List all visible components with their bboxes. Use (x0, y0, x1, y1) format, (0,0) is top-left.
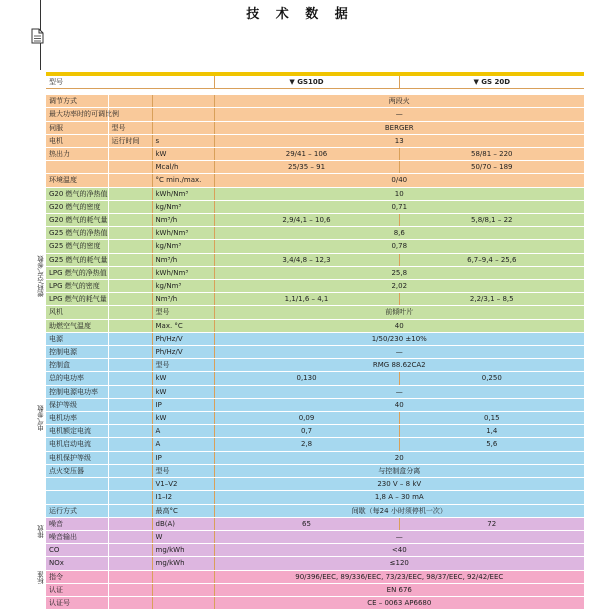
param-subname (108, 570, 152, 583)
unit-cell (152, 596, 214, 609)
table-row (46, 438, 584, 451)
param-name: 热出力 (46, 148, 108, 161)
unit-cell: IP (152, 451, 214, 464)
table-row (46, 544, 584, 557)
param-name: 认证号 (46, 596, 108, 609)
param-name (46, 478, 108, 491)
param-subname (108, 200, 152, 213)
value-cell: 1/50/230 ±10% (214, 332, 584, 345)
param-name: 认证 (46, 583, 108, 596)
param-subname (108, 95, 152, 108)
param-subname: 运行时间 (108, 134, 152, 147)
param-name: G20 燃气的耗气量 (46, 214, 108, 227)
value-gs20d: 1,4 (399, 425, 584, 438)
param-name: 伺服 (46, 121, 108, 134)
table-row (46, 187, 584, 200)
unit-cell: I1–I2 (152, 491, 214, 504)
value-gs20d: 6,7–9,4 – 25,6 (399, 253, 584, 266)
param-name: LPG 燃气的净热值 (46, 266, 108, 279)
table-row (46, 504, 584, 517)
value-cell: 13 (214, 134, 584, 147)
value-cell: 0/40 (214, 174, 584, 187)
value-gs10d: 0,7 (214, 425, 399, 438)
table-header-row (46, 76, 584, 89)
unit-cell: Max. °C (152, 319, 214, 332)
unit-cell: V1–V2 (152, 478, 214, 491)
table-row (46, 530, 584, 543)
param-name: NOx (46, 557, 108, 570)
unit-cell: Nm³/h (152, 253, 214, 266)
param-name: G25 燃气的耗气量 (46, 253, 108, 266)
table-row (46, 240, 584, 253)
param-subname (108, 253, 152, 266)
unit-cell: 型号 (152, 306, 214, 319)
param-name: 控制电源电功率 (46, 385, 108, 398)
unit-cell: kg/Nm³ (152, 240, 214, 253)
value-cell: 20 (214, 451, 584, 464)
param-subname (108, 464, 152, 477)
unit-cell: dB(A) (152, 517, 214, 530)
unit-cell: IP (152, 398, 214, 411)
param-name: 电机 (46, 134, 108, 147)
unit-cell: s (152, 134, 214, 147)
table-row (46, 306, 584, 319)
table-row (46, 491, 584, 504)
param-subname (108, 504, 152, 517)
param-subname (108, 596, 152, 609)
table-row (46, 451, 584, 464)
table-row (46, 227, 584, 240)
spec-table (46, 76, 584, 610)
unit-cell (152, 583, 214, 596)
param-subname: 型号 (108, 121, 152, 134)
param-subname (108, 280, 152, 293)
param-subname (108, 319, 152, 332)
param-name: 电机启动电流 (46, 438, 108, 451)
table-row (46, 425, 584, 438)
param-subname (108, 530, 152, 543)
value-cell: — (214, 385, 584, 398)
unit-cell: kW (152, 372, 214, 385)
table-row (46, 385, 584, 398)
unit-cell (152, 108, 214, 121)
table-row (46, 148, 584, 161)
table-row (46, 359, 584, 372)
param-name: 助燃空气温度 (46, 319, 108, 332)
param-subname (108, 451, 152, 464)
value-gs10d: 1,1/1,6 – 4,1 (214, 293, 399, 306)
unit-cell: mg/kWh (152, 544, 214, 557)
unit-cell (152, 121, 214, 134)
param-subname (108, 332, 152, 345)
value-cell: 90/396/EEC, 89/336/EEC, 73/23/EEC, 98/37/EEC, 92/42/EEC (214, 570, 584, 583)
document-icon (31, 28, 44, 44)
param-subname (108, 293, 152, 306)
value-cell: 40 (214, 398, 584, 411)
model-label: 型号 (46, 76, 214, 89)
param-subname (108, 359, 152, 372)
table-row (46, 134, 584, 147)
value-cell: 25,8 (214, 266, 584, 279)
value-gs20d: 2,2/3,1 – 8,5 (399, 293, 584, 306)
model-gs10d: ▼ GS10D (214, 76, 399, 89)
unit-cell: A (152, 425, 214, 438)
param-subname (108, 346, 152, 359)
value-cell: — (214, 530, 584, 543)
value-cell: ≤120 (214, 557, 584, 570)
param-name: 环境温度 (46, 174, 108, 187)
param-subname (108, 187, 152, 200)
param-name: 调节方式 (46, 95, 108, 108)
table-row (46, 214, 584, 227)
unit-cell: kWh/Nm³ (152, 227, 214, 240)
value-gs10d: 2,8 (214, 438, 399, 451)
param-name: 点火变压器 (46, 464, 108, 477)
table-row (46, 517, 584, 530)
param-name: 风机 (46, 306, 108, 319)
value-gs10d: 65 (214, 517, 399, 530)
param-name: 保护等级 (46, 398, 108, 411)
param-subname (108, 557, 152, 570)
unit-cell: kW (152, 148, 214, 161)
unit-cell: 型号 (152, 464, 214, 477)
param-subname (108, 517, 152, 530)
table-row (46, 412, 584, 425)
param-subname (108, 266, 152, 279)
table-row (46, 121, 584, 134)
unit-cell: Nm³/h (152, 293, 214, 306)
value-gs10d: 25/35 – 91 (214, 161, 399, 174)
param-name: G25 燃气的净热值 (46, 227, 108, 240)
param-name: 噪音 (46, 517, 108, 530)
table-row (46, 266, 584, 279)
value-cell: CE – 0063 AP6680 (214, 596, 584, 609)
value-cell: 前倾叶片 (214, 306, 584, 319)
value-cell: — (214, 108, 584, 121)
param-name: 电机保护等级 (46, 451, 108, 464)
param-subname (108, 372, 152, 385)
param-subname (108, 161, 152, 174)
value-gs20d: 5,8/8,1 – 22 (399, 214, 584, 227)
value-cell: 0,71 (214, 200, 584, 213)
side-label-standards: 标准 (37, 571, 45, 585)
value-cell: 两段火 (214, 95, 584, 108)
value-cell: 0,78 (214, 240, 584, 253)
table-row (46, 557, 584, 570)
model-gs20d: ▼ GS 20D (399, 76, 584, 89)
unit-cell: kWh/Nm³ (152, 266, 214, 279)
param-name: G20 燃气的密度 (46, 200, 108, 213)
table-row (46, 464, 584, 477)
table-row (46, 332, 584, 345)
value-cell: 间歇（每24 小时须停机一次） (214, 504, 584, 517)
table-row (46, 398, 584, 411)
value-cell: 10 (214, 187, 584, 200)
param-name: 电机功率 (46, 412, 108, 425)
value-cell: 40 (214, 319, 584, 332)
value-cell: 与控制盒分离 (214, 464, 584, 477)
unit-cell: kWh/Nm³ (152, 187, 214, 200)
unit-cell: W (152, 530, 214, 543)
unit-cell: 最高°C (152, 504, 214, 517)
param-subname (108, 306, 152, 319)
value-cell: BERGER (214, 121, 584, 134)
param-subname (108, 491, 152, 504)
unit-cell: mg/kWh (152, 557, 214, 570)
param-subname (108, 174, 152, 187)
param-name: LPG 燃气的耗气量 (46, 293, 108, 306)
param-name: 控制盒 (46, 359, 108, 372)
param-name (46, 491, 108, 504)
value-gs10d: 2,9/4,1 – 10,6 (214, 214, 399, 227)
param-name: G25 燃气的密度 (46, 240, 108, 253)
unit-cell: kg/Nm³ (152, 280, 214, 293)
param-name: CO (46, 544, 108, 557)
value-gs20d: 0,15 (399, 412, 584, 425)
param-name: 最大功率时的可调比例 (46, 108, 108, 121)
table-row (46, 596, 584, 609)
side-label-emissions: 排放 (37, 525, 45, 539)
value-gs20d: 50/70 – 189 (399, 161, 584, 174)
table-row (46, 319, 584, 332)
value-gs10d: 3,4/4,8 – 12,3 (214, 253, 399, 266)
value-gs20d: 5,6 (399, 438, 584, 451)
param-subname (108, 544, 152, 557)
unit-cell: °C min./max. (152, 174, 214, 187)
value-cell: 8,6 (214, 227, 584, 240)
param-subname (108, 148, 152, 161)
value-cell: EN 676 (214, 583, 584, 596)
param-subname (108, 385, 152, 398)
value-cell: 230 V – 8 kV (214, 478, 584, 491)
unit-cell (152, 570, 214, 583)
param-subname (108, 240, 152, 253)
table-row (46, 478, 584, 491)
table-row (46, 108, 584, 121)
unit-cell: Nm³/h (152, 214, 214, 227)
param-subname (108, 227, 152, 240)
param-name: 电机额定电流 (46, 425, 108, 438)
param-subname (108, 214, 152, 227)
unit-cell: kW (152, 412, 214, 425)
param-name: 总的电功率 (46, 372, 108, 385)
param-subname (108, 583, 152, 596)
table-row (46, 161, 584, 174)
value-gs10d: 0,09 (214, 412, 399, 425)
value-gs10d: 29/41 – 106 (214, 148, 399, 161)
param-subname (108, 478, 152, 491)
param-name: 指令 (46, 570, 108, 583)
unit-cell (152, 95, 214, 108)
param-name: 电源 (46, 332, 108, 345)
side-label-fuel-air: 燃料/空气参数 (37, 255, 45, 297)
value-gs20d: 58/81 – 220 (399, 148, 584, 161)
unit-cell: kW (152, 385, 214, 398)
value-cell: 2,02 (214, 280, 584, 293)
unit-cell: A (152, 438, 214, 451)
table-row (46, 293, 584, 306)
value-gs10d: 0,130 (214, 372, 399, 385)
value-cell: RMG 88.62CA2 (214, 359, 584, 372)
table-row (46, 280, 584, 293)
param-name: 控制电源 (46, 346, 108, 359)
param-name: 噪音输出 (46, 530, 108, 543)
param-name: G20 燃气的净热值 (46, 187, 108, 200)
value-cell: 1,8 A – 30 mA (214, 491, 584, 504)
table-row (46, 95, 584, 108)
value-gs20d: 72 (399, 517, 584, 530)
value-cell: — (214, 346, 584, 359)
table-row (46, 174, 584, 187)
param-subname (108, 412, 152, 425)
param-subname (108, 398, 152, 411)
unit-cell: kg/Nm³ (152, 200, 214, 213)
table-row (46, 372, 584, 385)
table-row (46, 583, 584, 596)
param-name: LPG 燃气的密度 (46, 280, 108, 293)
value-cell: <40 (214, 544, 584, 557)
page-title: 技 术 数 据 (246, 7, 354, 22)
param-subname (108, 425, 152, 438)
unit-cell: Ph/Hz/V (152, 332, 214, 345)
unit-cell: Mcal/h (152, 161, 214, 174)
table-row (46, 346, 584, 359)
unit-cell: Ph/Hz/V (152, 346, 214, 359)
param-subname (108, 438, 152, 451)
param-name (46, 161, 108, 174)
table-row (46, 200, 584, 213)
unit-cell: 型号 (152, 359, 214, 372)
param-name: 运行方式 (46, 504, 108, 517)
table-row (46, 253, 584, 266)
side-label-electrical: 电气参数 (37, 405, 45, 431)
table-row (46, 570, 584, 583)
value-gs20d: 0,250 (399, 372, 584, 385)
